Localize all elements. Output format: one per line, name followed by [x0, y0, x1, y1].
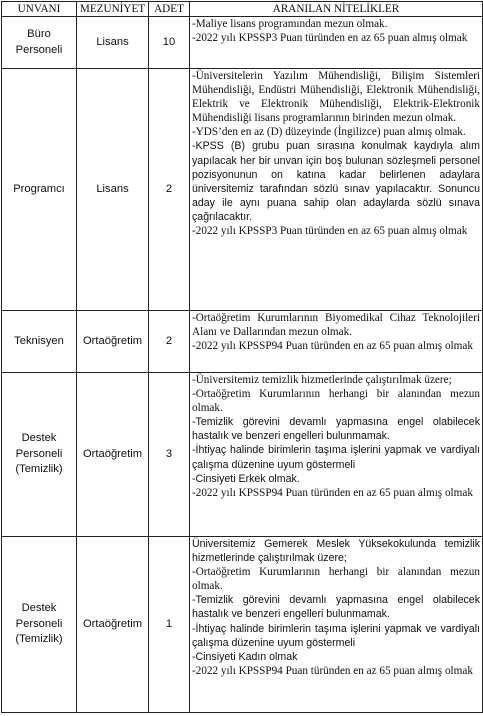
requirements-cell	[190, 69, 483, 311]
position-title	[2, 373, 77, 537]
requirement-item: Üniversitemiz Gemerek Meslek Yüksekokulunda temizlik hizmetlerinde çalıştırılmak üzere;	[192, 538, 480, 565]
requirement-item: -2022 yılı KPSSP94 Puan türünden en az 65 puan almış olmak	[192, 486, 473, 499]
count-cell: 1	[149, 537, 190, 713]
requirement-item: -2022 yılı KPSSP94 Puan türünden en az 65 puan almış olmak	[192, 340, 473, 353]
requirement-item: -Üniversitemiz temizlik hizmetlerinde çalıştırılmak üzere;	[192, 374, 452, 386]
title-line: Büro Personeli	[15, 28, 63, 56]
title-line: Destek Personeli (Temizlik)	[15, 602, 63, 646]
education-cell: Ortaöğretim	[77, 537, 149, 713]
requirement-item: -KPSS (B) grubu puan sırasına konulmak kaydıyla alım yapılacak her bir unvan için boş bulunan sözleşmeli personel pozisyonunun on katına kadar belirlenen adaylara üniversitemiz tarafından sözlü sınav yapılacaktır. Sonuncu aday ile aynı puana sahip olan adaylarda sözlü sınava çağrılacaktır.	[192, 140, 480, 223]
requirement-item: -2022 yılı KPSSP3 Puan türünden en az 65 puan almış olmak	[192, 225, 468, 238]
requirement-item: -İhtiyaç halinde birimlerin taşıma işlerini yapmak ve vardiyalı çalışma düzenine uyum göstermeli	[192, 622, 480, 649]
education-cell: Ortaöğretim	[77, 311, 149, 373]
requirement-item: -Ortaöğretim Kurumlarının herhangi bir alanından mezun olmak.	[192, 388, 480, 415]
education-cell: Lisans	[77, 69, 149, 311]
count-cell: 2	[149, 69, 190, 311]
title-line: Destek Personeli (Temizlik)	[15, 432, 63, 476]
position-title	[2, 311, 77, 373]
requirement-item: -Temizlik görevini devamlı yapmasına engel olabilecek hastalık ve benzeri engelleri bulunmamak.	[192, 416, 480, 443]
count-cell: 3	[149, 373, 190, 537]
requirement-item: -2022 yılı KPSSP3 Puan türünden en az 65 puan almış olmak	[192, 32, 468, 45]
position-title	[2, 69, 77, 311]
count-cell: 10	[149, 17, 190, 69]
position-title	[2, 537, 77, 713]
table-row	[2, 311, 483, 373]
requirement-item: -Ortaöğretim Kurumlarının herhangi bir alanından mezun olmak.	[192, 566, 480, 593]
count-cell: 2	[149, 311, 190, 373]
requirement-item: -Cinsiyeti Erkek olmak.	[192, 472, 300, 485]
header-count: ADET	[149, 2, 190, 17]
requirements-cell	[190, 311, 483, 373]
header-education: MEZUNİYET	[77, 2, 149, 17]
requirements-table	[1, 1, 483, 713]
table-row	[2, 17, 483, 69]
requirement-item: -Üniversitelerin Yazılım Mühendisliği, Bilişim Sistemleri Mühendisliği, Endüstri Mühendisliği, Elektronik Mühendisliği, Elektrik ve Elektronik Mühendisliği, Elektrik-Elektronik Mühendisliği lisans programlarının birinden mezun olmak.	[192, 70, 480, 125]
position-title	[2, 17, 77, 69]
requirements-cell	[190, 373, 483, 537]
requirement-item: -Cinsiyeti Kadın olmak	[192, 650, 298, 663]
education-cell: Ortaöğretim	[77, 373, 149, 537]
education-cell: Lisans	[77, 17, 149, 69]
table-row	[2, 69, 483, 311]
requirement-item: -YDS’den en az (D) düzeyinde (İngilizce) puan almış olmak.	[192, 126, 466, 139]
table-row	[2, 537, 483, 713]
requirement-item: -İhtiyaç halinde birimlerin taşıma işlerini yapmak ve vardiyalı çalışma düzenine uyum göstermeli	[192, 444, 480, 471]
header-title: UNVANI	[2, 2, 77, 17]
header-row	[2, 2, 483, 17]
title-line: Teknisyen	[14, 334, 64, 347]
requirement-item: -2022 yılı KPSSP94 Puan türünden en az 65 puan almış olmak	[192, 664, 473, 677]
requirements-cell	[190, 17, 483, 69]
header-requirements: ARANILAN NİTELİKLER	[190, 2, 483, 17]
requirement-item: -Temizlik görevini devamlı yapmasına engel olabilecek hastalık ve benzeri engelleri bulunmamak.	[192, 594, 480, 621]
requirements-cell	[190, 537, 483, 713]
title-line: Programcı	[13, 182, 65, 195]
requirement-item: -Ortaöğretim Kurumlarının Biyomedikal Cihaz Teknolojileri Alanı ve Dallarından mezun olmak.	[192, 312, 480, 339]
requirement-item: -Maliye lisans programından mezun olmak.	[192, 18, 388, 30]
table-row	[2, 373, 483, 537]
